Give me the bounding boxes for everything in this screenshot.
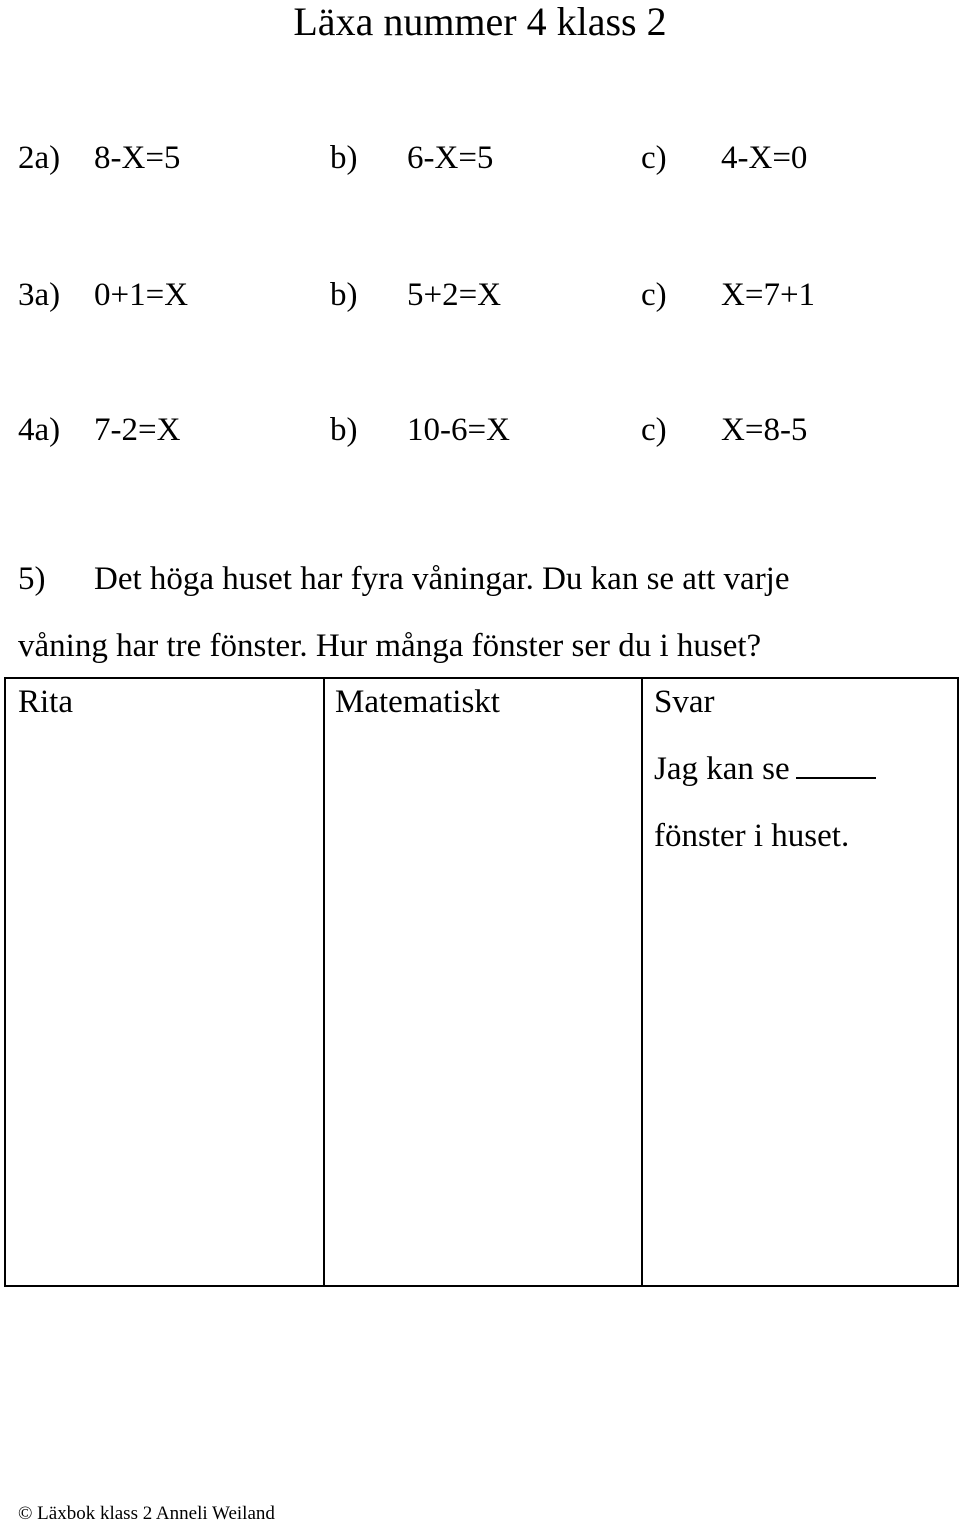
word-problem — [18, 546, 958, 680]
exercise-c-label: c) — [641, 277, 667, 313]
exercise-a: 7-2=X — [94, 412, 181, 448]
exercise-a: 8-X=5 — [94, 140, 181, 176]
answer-prefix: Jag kan se — [654, 751, 790, 787]
exercise-b: 6-X=5 — [407, 140, 494, 176]
exercise-c-label: c) — [641, 140, 667, 176]
drawing-area[interactable] — [6, 729, 322, 1285]
exercise-c: X=8-5 — [721, 412, 808, 448]
word-problem-line-1 — [18, 546, 958, 613]
exercise-number: 4a) — [18, 412, 61, 448]
answer-line-2: fönster i huset. — [654, 818, 850, 854]
exercise-b: 10-6=X — [407, 412, 510, 448]
exercise-number: 3a) — [18, 277, 61, 313]
exercise-c-label: c) — [641, 412, 667, 448]
exercise-c: X=7+1 — [721, 277, 816, 313]
exercise-b-label: b) — [330, 140, 358, 176]
exercise-number: 2a) — [18, 140, 61, 176]
copyright-footer: © Läxbok klass 2 Anneli Weiland — [18, 1503, 275, 1524]
exercise-b-label: b) — [330, 277, 358, 313]
answer-blank[interactable] — [796, 751, 876, 779]
page-title: Läxa nummer 4 klass 2 — [293, 0, 667, 44]
problem-number: 5) — [18, 561, 46, 597]
column-divider — [641, 679, 643, 1285]
calculation-area[interactable] — [325, 729, 640, 1285]
exercise-a: 0+1=X — [94, 277, 189, 313]
exercise-b: 5+2=X — [407, 277, 502, 313]
problem-text-1: Det höga huset har fyra våningar. Du kan se att varje — [94, 561, 790, 597]
column-header-matematiskt: Matematiskt — [335, 684, 500, 720]
answer-table — [4, 677, 959, 1287]
problem-text-2: våning har tre fönster. Hur många fönster ser du i huset? — [18, 628, 762, 664]
exercise-b-label: b) — [330, 412, 358, 448]
column-header-svar: Svar — [654, 684, 715, 720]
column-header-rita: Rita — [18, 684, 73, 720]
answer-line-1 — [654, 750, 876, 788]
exercise-c: 4-X=0 — [721, 140, 808, 176]
